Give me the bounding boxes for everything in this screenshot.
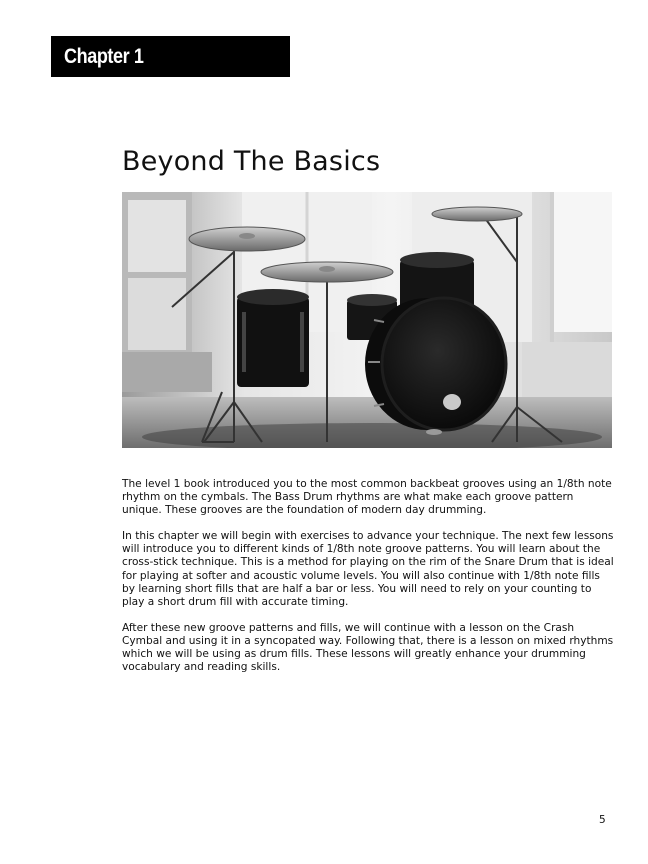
chapter-label: Chapter 1 — [64, 44, 144, 68]
paragraph: The level 1 book introduced you to the most common backbeat grooves using an 1/8th note rhythm on the cymbals. The Bass Drum rhythms are what make each groove pattern unique. These grooves are the foundation of modern day drumming. — [122, 478, 612, 517]
drum-kit-illustration — [122, 192, 612, 448]
chapter-heading — [51, 36, 290, 77]
drum-kit-photo — [122, 192, 612, 448]
page-title: Beyond The Basics — [122, 146, 381, 177]
paragraph: In this chapter we will begin with exercises to advance your technique. The next few lessons will introduce you to different kinds of 1/8th note groove patterns. You will learn about the cross-stick technique. This is a method for playing on the rim of the Snare Drum that is ideal for playing at softer and acoustic volume levels. You will also continue with 1/8th note fills by learning short fills that are half a bar or less. You will need to rely on your counting to play a short drum fill with accurate timing. — [122, 530, 614, 608]
body-text — [122, 478, 614, 687]
page-number: 5 — [599, 814, 606, 826]
paragraph: After these new groove patterns and fills, we will continue with a lesson on the Crash Cymbal and using it in a syncopated way. Following that, there is a lesson on mixed rhythms which we will be using as drum fills. These lessons will greatly enhance your drumming vocabulary and reading skills. — [122, 621, 614, 674]
